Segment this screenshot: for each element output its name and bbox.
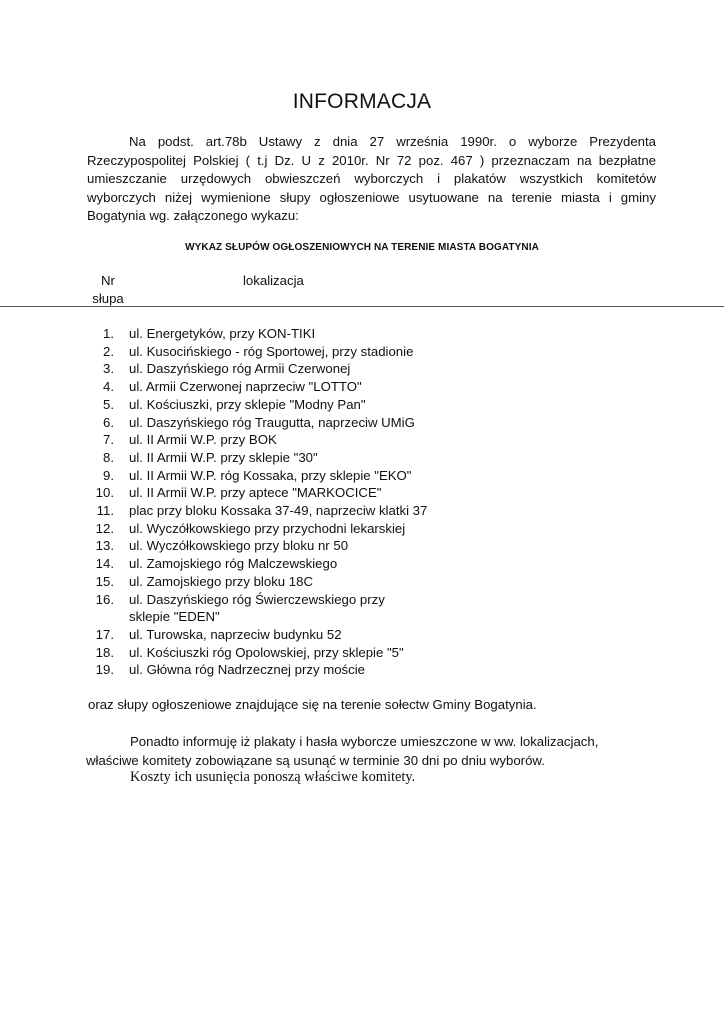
removal-paragraph-line2: właściwe komitety zobowiązane są usunąć w terminie 30 dni po dniu wyborów. [86,752,545,768]
item-location: ul. Energetyków, przy KON-TIKI [129,326,316,341]
rural-pillars-paragraph: oraz słupy ogłoszeniowe znajdujące się na terenie sołectw Gminy Bogatynia. [88,697,537,712]
item-location: sklepie "EDEN" [129,609,220,625]
item-number: 17. [95,626,114,642]
item-number: 19. [95,662,114,678]
item-location: ul. Daszyńskiego róg Armii Czerwonej [129,361,351,377]
item-location: ul. Zamojskiego róg Malczewskiego [129,556,338,572]
removal-paragraph [86,733,646,770]
list-item-continuation [84,608,684,626]
list-item [84,343,684,361]
item-number: 10. [95,485,114,501]
item-number: 5. [103,396,114,412]
list-item [84,325,684,343]
item-number: 18. [95,644,114,660]
item-number: 11. [96,503,114,519]
item-location: ul. II Armii W.P. przy aptece "MARKOCICE" [129,485,382,501]
column-header-nr-line2: słupa [92,291,124,306]
item-location: ul. Kościuszki, przy sklepie "Modny Pan" [129,396,366,412]
item-location: ul. Kusocińskiego - róg Sportowej, przy stadionie [129,343,414,359]
item-number: 6. [103,414,114,430]
list-item [84,644,684,662]
item-location: ul. Daszyńskiego róg Traugutta, naprzeciw UMiG [129,414,415,430]
list-item [84,502,684,520]
item-location: ul. II Armii W.P. przy sklepie "30" [129,449,318,465]
item-location: plac przy bloku Kossaka 37-49, naprzeciw klatki 37 [129,503,428,519]
list-item [84,378,684,396]
list-item [84,484,684,502]
removal-paragraph-line1: Ponadto informuję iż plakaty i hasła wyborcze umieszczone w ww. lokalizacjach, [130,734,599,749]
column-header-nr-line1: Nr [101,273,115,288]
item-number: 15. [95,573,114,589]
item-number: 4. [103,379,114,395]
list-item [84,591,684,609]
column-header-nr [88,272,128,308]
item-location: ul. Armii Czerwonej naprzeciw "LOTTO" [129,379,362,395]
list-item [84,449,684,467]
item-number: 1. [103,326,114,341]
item-location: ul. Turowska, naprzeciw budynku 52 [129,626,342,642]
list-item [84,396,684,414]
list-item [84,360,684,378]
list-item [84,431,684,449]
list-item [84,537,684,555]
item-number: 9. [103,467,114,483]
list-item [84,573,684,591]
item-location: ul. II Armii W.P. przy BOK [129,432,277,448]
item-location: ul. Wyczółkowskiego przy bloku nr 50 [129,538,349,554]
list-item [84,626,684,644]
item-number: 2. [103,343,114,359]
item-number: 14. [95,556,114,572]
item-number: 8. [103,449,114,465]
item-number: 12. [95,520,114,536]
header-divider [0,306,724,307]
item-number: 7. [103,432,114,448]
list-item [84,555,684,573]
item-location: ul. Wyczółkowskiego przy przychodni lekarskiej [129,520,406,536]
list-heading: WYKAZ SŁUPÓW OGŁOSZENIOWYCH NA TERENIE MIASTA BOGATYNIA [185,242,539,253]
item-location: ul. Kościuszki róg Opolowskiej, przy sklepie "5" [129,644,404,660]
costs-paragraph: Koszty ich usunięcia ponoszą właściwe komitety. [130,769,416,785]
list-item [84,661,684,679]
column-header-location: lokalizacja [243,273,304,288]
item-location: ul. II Armii W.P. róg Kossaka, przy sklepie "EKO" [129,467,412,483]
poster-pillar-list [84,325,684,679]
item-location: ul. Daszyńskiego róg Świerczewskiego przy [129,591,385,607]
item-number [84,608,114,626]
list-item [84,520,684,538]
item-number: 16. [95,591,114,607]
list-item [84,467,684,485]
item-location: ul. Zamojskiego przy bloku 18C [129,573,313,589]
intro-paragraph: Na podst. art.78b Ustawy z dnia 27 września 1990r. o wyborze Prezydenta Rzeczypospolitej Polskiej ( t.j Dz. U z 2010r. Nr 72 poz. 467 ) przeznaczam na bezpłatne umieszczanie urzędowych obwieszczeń wyborczych i plakatów wszystkich komitetów wyborczych niżej wymienione słupy ogłoszeniowe usytuowane na terenie miasta i gminy Bogatynia wg. załączonego wykazu: [87,134,656,224]
item-number: 3. [103,361,114,377]
item-number: 13. [95,538,114,554]
list-item [84,414,684,432]
document-title: INFORMACJA [292,90,432,113]
item-location: ul. Główna róg Nadrzecznej przy moście [129,662,366,678]
